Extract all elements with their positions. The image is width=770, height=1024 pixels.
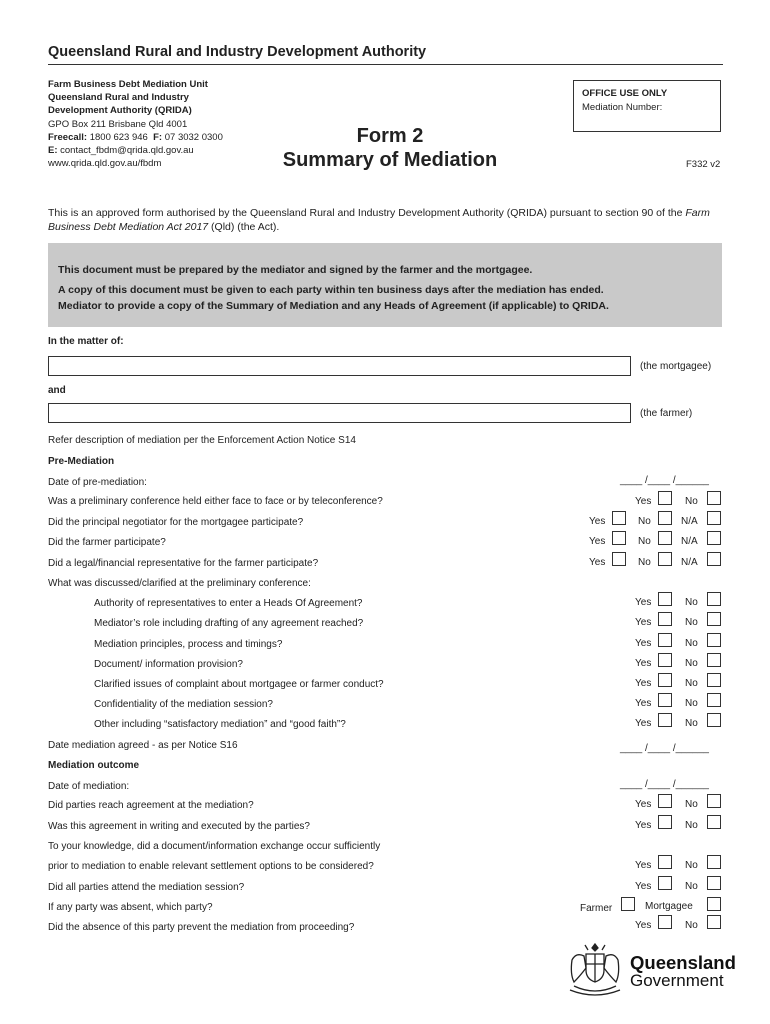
discussed-item: Other including “satisfactory mediation” and “good faith”? xyxy=(94,719,346,730)
absence-yes-checkbox[interactable] xyxy=(658,915,672,929)
yes-label: Yes xyxy=(635,678,652,689)
pre-mediation-date-input[interactable]: ____ /____ /______ xyxy=(620,475,709,486)
agreement-no-checkbox[interactable] xyxy=(707,794,721,808)
yes-label: Yes xyxy=(635,658,652,669)
item-7-no-checkbox[interactable] xyxy=(707,713,721,727)
no-label: No xyxy=(685,638,698,649)
mediation-outcome-heading: Mediation outcome xyxy=(48,760,140,771)
no-label: No xyxy=(685,820,698,831)
website: www.qrida.qld.gov.au/fbdm xyxy=(48,158,162,170)
no-label: No xyxy=(638,557,651,568)
email-label: E: xyxy=(48,145,58,157)
attend-yes-checkbox[interactable] xyxy=(658,876,672,890)
no-label: No xyxy=(685,881,698,892)
discussed-item: Mediator’s role including drafting of any agreement reached? xyxy=(94,618,364,629)
date-mediation-agreed-input[interactable]: ____ /____ /______ xyxy=(620,743,709,754)
in-matter-heading: In the matter of: xyxy=(48,336,124,347)
form-number: Form 2 xyxy=(356,125,424,147)
discussed-item: Document/ information provision? xyxy=(94,659,243,670)
question-principal-negotiator: Did the principal negotiator for the mortgagee participate? xyxy=(48,517,304,528)
mortgagee-input[interactable] xyxy=(48,356,631,376)
mortgagee-option-label: Mortgagee xyxy=(645,901,693,912)
question-all-parties-attend: Did all parties attend the mediation session? xyxy=(48,882,245,893)
email-address: contact_fbdm@qrida.qld.gov.au xyxy=(60,145,194,157)
negotiator-na-checkbox[interactable] xyxy=(707,511,721,525)
no-label: No xyxy=(685,718,698,729)
pre-mediation-heading: Pre-Mediation xyxy=(48,456,115,467)
yes-label: Yes xyxy=(589,557,606,568)
na-label: N/A xyxy=(681,516,698,527)
intro-after: (Qld) (the Act). xyxy=(208,221,280,233)
yes-label: Yes xyxy=(589,536,606,547)
absence-no-checkbox[interactable] xyxy=(707,915,721,929)
question-reach-agreement: Did parties reach agreement at the mediation? xyxy=(48,800,254,811)
org-line-2: Development Authority (QRIDA) xyxy=(48,105,192,117)
item-6-no-checkbox[interactable] xyxy=(707,693,721,707)
act-name: Farm Business Debt Mediation Act 2017 xyxy=(48,207,710,233)
notice-line-1: This document must be prepared by the mediator and signed by the farmer and the mortgagee. xyxy=(58,264,533,276)
contact-address xyxy=(48,78,223,170)
office-use-title: OFFICE USE ONLY xyxy=(582,88,668,99)
item-7-yes-checkbox[interactable] xyxy=(658,713,672,727)
question-agreement-written: Was this agreement in writing and executed by the parties? xyxy=(48,821,310,832)
org-line-1: Queensland Rural and Industry xyxy=(48,92,189,104)
phone-label: Freecall: xyxy=(48,131,88,143)
header-divider xyxy=(48,64,723,65)
yes-label: Yes xyxy=(635,881,652,892)
notice-box xyxy=(48,243,722,327)
attend-no-checkbox[interactable] xyxy=(707,876,721,890)
email-line xyxy=(48,144,223,157)
notice-line-2: A copy of this document must be given to each party within ten business days after the mediation has ended. xyxy=(58,284,604,296)
item-5-no-checkbox[interactable] xyxy=(707,673,721,687)
yes-label: Yes xyxy=(635,638,652,649)
fax-label: F: xyxy=(153,131,163,143)
preliminary-yes-checkbox[interactable] xyxy=(658,491,672,505)
question-absent-party: If any party was absent, which party? xyxy=(48,902,213,913)
and-label: and xyxy=(48,385,66,396)
yes-label: Yes xyxy=(589,516,606,527)
no-label: No xyxy=(685,496,698,507)
mediation-date-label: Date of mediation: xyxy=(48,781,130,792)
item-4-yes-checkbox[interactable] xyxy=(658,653,672,667)
legal-rep-yes-checkbox[interactable] xyxy=(612,552,626,566)
question-absence-prevent: Did the absence of this party prevent the mediation from proceeding? xyxy=(48,922,355,933)
queensland-crest-icon xyxy=(564,940,626,1003)
farmer-participate-yes-checkbox[interactable] xyxy=(612,531,626,545)
absent-mortgagee-checkbox[interactable] xyxy=(707,897,721,911)
item-6-yes-checkbox[interactable] xyxy=(658,693,672,707)
yes-label: Yes xyxy=(635,920,652,931)
no-label: No xyxy=(685,799,698,810)
queensland-government-wordmark xyxy=(630,954,736,990)
no-label: No xyxy=(685,678,698,689)
mortgagee-label: (the mortgagee) xyxy=(640,361,712,372)
yes-label: Yes xyxy=(635,860,652,871)
item-2-no-checkbox[interactable] xyxy=(707,612,721,626)
exchange-no-checkbox[interactable] xyxy=(707,855,721,869)
farmer-label: (the farmer) xyxy=(640,408,693,419)
notice-line-3: Mediator to provide a copy of the Summary of Mediation and any Heads of Agreement (if applicable) to QRIDA. xyxy=(58,300,609,312)
question-legal-representative: Did a legal/financial representative for the farmer participate? xyxy=(48,558,319,569)
item-3-no-checkbox[interactable] xyxy=(707,633,721,647)
no-label: No xyxy=(685,860,698,871)
logo-line-2: Government xyxy=(630,971,724,990)
no-label: No xyxy=(638,536,651,547)
mediation-number-label: Mediation Number: xyxy=(582,102,663,113)
farmer-option-label: Farmer xyxy=(580,903,613,914)
yes-label: Yes xyxy=(635,820,652,831)
na-label: N/A xyxy=(681,536,698,547)
no-label: No xyxy=(685,698,698,709)
question-information-exchange-2: prior to mediation to enable relevant settlement options to be considered? xyxy=(48,861,374,872)
exchange-yes-checkbox[interactable] xyxy=(658,855,672,869)
legal-rep-no-checkbox[interactable] xyxy=(658,552,672,566)
form-title: Summary of Mediation xyxy=(282,149,498,171)
discussed-item: Clarified issues of complaint about mortgagee or farmer conduct? xyxy=(94,679,384,690)
question-information-exchange-1: To your knowledge, did a document/information exchange occur sufficiently xyxy=(48,841,381,852)
item-5-yes-checkbox[interactable] xyxy=(658,673,672,687)
phone-number: 1800 623 946 xyxy=(89,131,148,143)
no-label: No xyxy=(685,617,698,628)
item-3-yes-checkbox[interactable] xyxy=(658,633,672,647)
yes-label: Yes xyxy=(635,718,652,729)
office-use-box xyxy=(573,80,721,132)
item-2-yes-checkbox[interactable] xyxy=(658,612,672,626)
yes-label: Yes xyxy=(635,496,652,507)
no-label: No xyxy=(685,920,698,931)
no-label: No xyxy=(685,597,698,608)
negotiator-no-checkbox[interactable] xyxy=(658,511,672,525)
authority-title: Queensland Rural and Industry Development Authority xyxy=(48,44,427,60)
preliminary-no-checkbox[interactable] xyxy=(707,491,721,505)
unit-name: Farm Business Debt Mediation Unit xyxy=(48,79,208,90)
yes-label: Yes xyxy=(635,597,652,608)
yes-label: Yes xyxy=(635,617,652,628)
mediation-date-input[interactable]: ____ /____ /______ xyxy=(620,779,709,790)
yes-label: Yes xyxy=(635,799,652,810)
question-preliminary-conference: Was a preliminary conference held either face to face or by teleconference? xyxy=(48,496,383,507)
item-1-no-checkbox[interactable] xyxy=(707,592,721,606)
yes-label: Yes xyxy=(635,698,652,709)
date-mediation-agreed-label: Date mediation agreed - as per Notice S16 xyxy=(48,740,238,751)
written-yes-checkbox[interactable] xyxy=(658,815,672,829)
phone-line xyxy=(48,131,223,144)
agreement-yes-checkbox[interactable] xyxy=(658,794,672,808)
discussed-item: Mediation principles, process and timings? xyxy=(94,639,283,650)
na-label: N/A xyxy=(681,557,698,568)
absent-farmer-checkbox[interactable] xyxy=(621,897,635,911)
negotiator-yes-checkbox[interactable] xyxy=(612,511,626,525)
discussed-item: Authority of representatives to enter a Heads Of Agreement? xyxy=(94,598,363,609)
item-1-yes-checkbox[interactable] xyxy=(658,592,672,606)
intro-text xyxy=(48,206,728,234)
farmer-participate-no-checkbox[interactable] xyxy=(658,531,672,545)
form-title-block xyxy=(240,124,540,172)
discussed-heading: What was discussed/clarified at the preliminary conference: xyxy=(48,578,311,589)
discussed-item: Confidentiality of the mediation session? xyxy=(94,699,273,710)
legal-rep-na-checkbox[interactable] xyxy=(707,552,721,566)
intro-before: This is an approved form authorised by the Queensland Rural and Industry Development Authority (QRIDA) pursuant to section 90 of the xyxy=(48,207,686,219)
logo-line-1: Queensland xyxy=(630,952,736,973)
item-4-no-checkbox[interactable] xyxy=(707,653,721,667)
fax-number: 07 3032 0300 xyxy=(164,131,223,143)
pre-mediation-date-label: Date of pre-mediation: xyxy=(48,477,147,488)
farmer-input[interactable] xyxy=(48,403,631,423)
form-code: F332 v2 xyxy=(686,159,721,170)
postal-address: GPO Box 211 Brisbane Qld 4001 xyxy=(48,118,188,130)
refer-note: Refer description of mediation per the Enforcement Action Notice S14 xyxy=(48,435,356,446)
no-label: No xyxy=(685,658,698,669)
no-label: No xyxy=(638,516,651,527)
farmer-participate-na-checkbox[interactable] xyxy=(707,531,721,545)
written-no-checkbox[interactable] xyxy=(707,815,721,829)
question-farmer-participate: Did the farmer participate? xyxy=(48,537,166,548)
